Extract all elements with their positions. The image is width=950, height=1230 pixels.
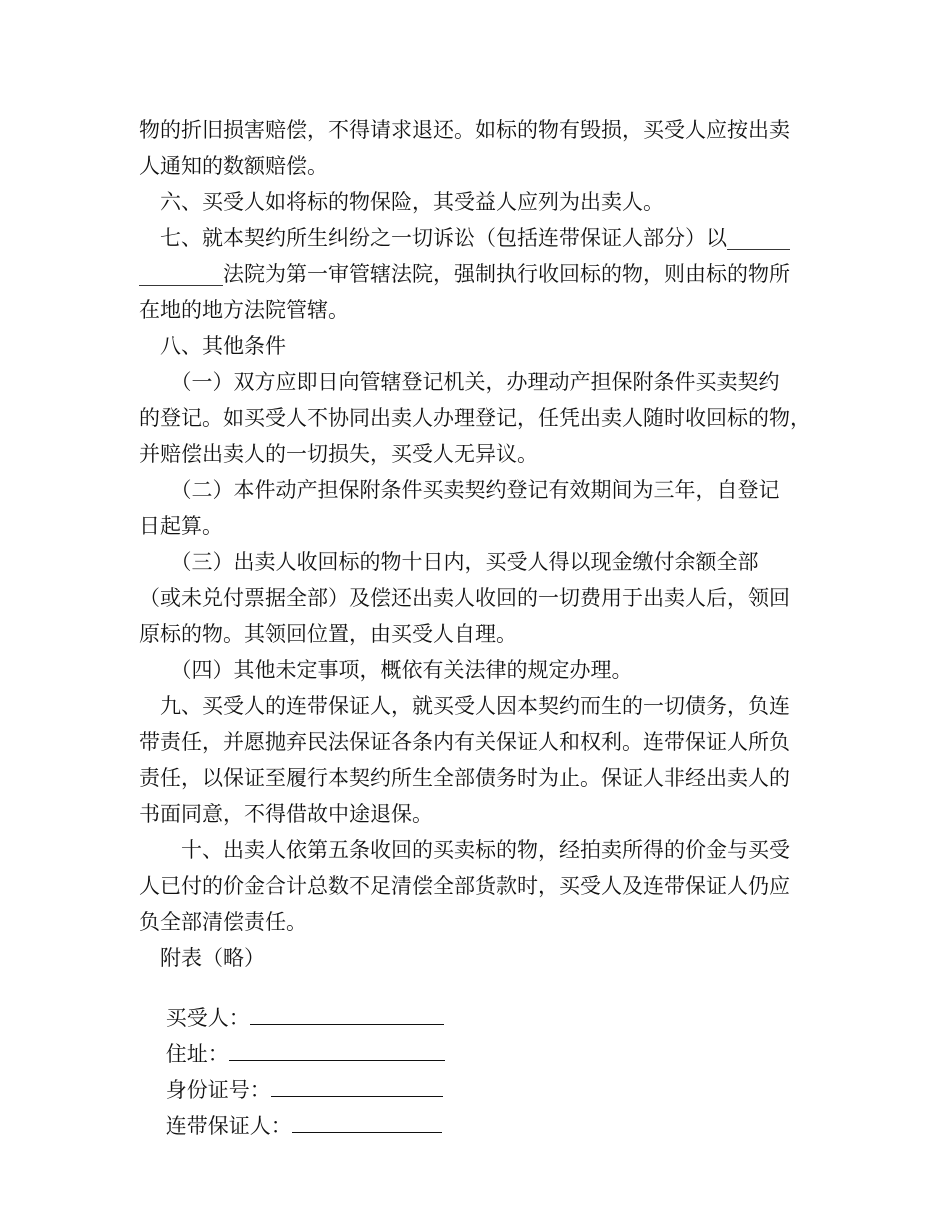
clause-10-line-1: 十、出卖人依第五条收回的买卖标的物，经拍卖所得的价金与买受 [139,838,790,862]
clause-10-line-3: 负全部清偿责任。 [139,910,307,934]
clause-9-line-3: 责任，以保证至履行本契约所生全部债务时为止。保证人非经出卖人的 [139,766,790,790]
text-line-1: 物的折旧损害赔偿，不得请求退还。如标的物有毁损，买受人应按出卖 [139,118,790,142]
clause-8-2-line-1: （二）本件动产担保附条件买卖契约登记有效期间为三年，自登记 [139,478,780,502]
guarantor-field [139,1090,442,1162]
clause-9-line-4: 书面同意，不得借故中途退保。 [139,802,433,826]
clause-8-1-line-3: 并赔偿出卖人的一切损失，买受人无异议。 [139,442,538,466]
buyer-label: 买受人： [165,1006,250,1030]
clause-8-heading: 八、其他条件 [139,334,286,358]
clause-7-line-3: 在地的地方法院管辖。 [139,298,349,322]
clause-6: 六、买受人如将标的物保险，其受益人应列为出卖人。 [139,190,664,214]
clause-8-2-line-2: 日起算。 [139,514,223,538]
clause-8-3-line-1: （三）出卖人收回标的物十日内，买受人得以现金缴付余额全部 [139,550,759,574]
guarantor-label: 连带保证人： [165,1114,292,1138]
clause-8-3-line-2: （或未兑付票据全部）及偿还出卖人收回的一切费用于出卖人后，领回 [139,586,790,610]
guarantor-blank[interactable] [292,1114,442,1133]
clause-8-4: （四）其他未定事项，概依有关法律的规定办理。 [139,658,633,682]
clause-10-line-2: 人已付的价金合计总数不足清偿全部货款时，买受人及连带保证人仍应 [139,874,790,898]
clause-8-1-line-2: 的登记。如买受人不协同出卖人办理登记，任凭出卖人随时收回标的物， [139,406,811,430]
clause-7-line-2: ________法院为第一审管辖法院，强制执行收回标的物，则由标的物所 [139,262,790,286]
clause-7-line-1: 七、就本契约所生纠纷之一切诉讼（包括连带保证人部分）以______ [139,226,790,250]
clause-9-line-1: 九、买受人的连带保证人，就买受人因本契约而生的一切债务，负连 [139,694,790,718]
clause-8-1-line-1: （一）双方应即日向管辖登记机关，办理动产担保附条件买卖契约 [139,370,780,394]
clause-9-line-2: 带责任，并愿抛弃民法保证各条内有关保证人和权利。连带保证人所负 [139,730,790,754]
clause-8-3-line-3: 原标的物。其领回位置，由买受人自理。 [139,622,517,646]
id-number-label: 身份证号： [165,1078,271,1102]
appendix-note: 附表（略） [139,946,265,970]
text-line-2: 人通知的数额赔偿。 [139,154,328,178]
address-label: 住址： [165,1042,229,1066]
